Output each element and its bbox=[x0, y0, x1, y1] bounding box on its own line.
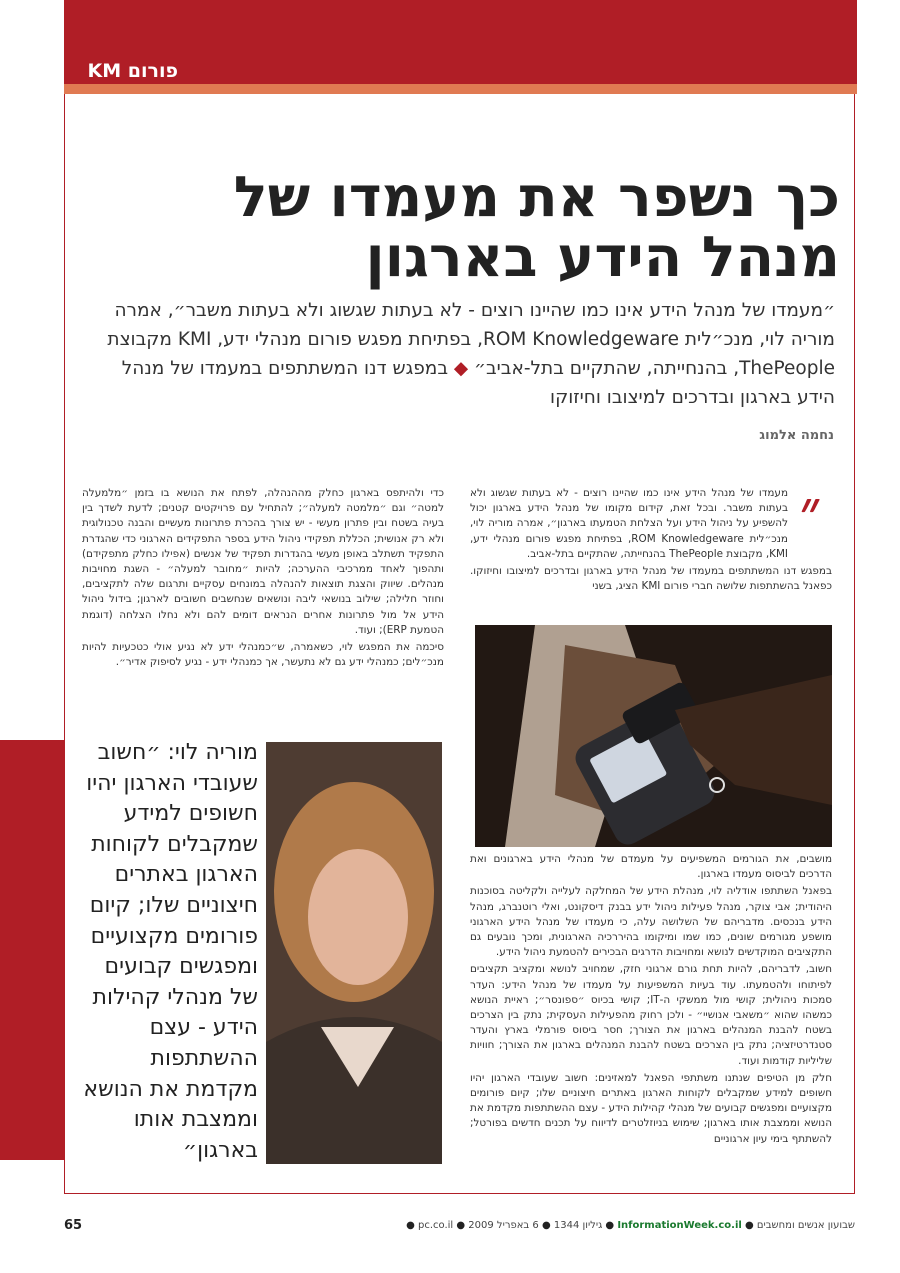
paragraph: חשוב, לדבריהם, להיות תחת גורם ארגוני חזק, שמחויב לנושא ומקציב תקציבים לפיתוחו ולהטמעתו. עוד בעיות המשפיעות על מעמדו של מנהל הידע: העדר סמכות ניהולית; קושי מול ממשקי ה-IT; קושי בכיוס ״ספונסר״; ראיית הנושא כמשהו שהוא ״משאבי אנושיי״ - ולכן רחוק מהפעילות העסקית; נתק בין הצרכים בשטח להבנת המנהלים בארגון את הצורך; חסר ביסוס פורמלי בארץ והעדר סטנדרטיזציה; נתק בין הצרכים בשטח להבנת המנהלים בארגון את הצורך; חוויות שליליות קודמות ועוד. bbox=[470, 963, 833, 1067]
photo-moria-levy bbox=[266, 742, 442, 1164]
paragraph: מושבים, את הגורמים המשפיעים על מעמדם של מנהלי הידע בארגונים ואת הדרכים לביסוס מעמדו בארגון. bbox=[470, 853, 832, 881]
footer-domain: pc.co.il bbox=[418, 1220, 454, 1231]
footer-site: InformationWeek.co.il bbox=[617, 1220, 742, 1231]
photo-hands-smartphone-illustration bbox=[475, 625, 832, 847]
bullet-icon: ● bbox=[741, 1220, 754, 1231]
article-dek bbox=[95, 296, 835, 412]
byline: נחמה אלמוג bbox=[759, 428, 834, 443]
article-column-right-bottom bbox=[470, 852, 832, 1149]
footer-publication: שבועון אנשים ומחשבים bbox=[756, 1220, 855, 1231]
bullet-icon: ● bbox=[538, 1220, 551, 1231]
bullet-icon: ● bbox=[453, 1220, 466, 1231]
paragraph: כדי ולהיתפס בארגון כחלק מההנהלה, לפתח את הנושא בו בזמן ״מלמעלה למטה״ וגם ״מלמטה למעלה״; להתחיל עם פרויקטים קטנים; לדעת לשדך בין בעיה בשטח ובין פתרון מעשי - יש צורך בהכרת פתרונות מעשיים והבנה טכנולוגית ולא רק אנושית; הכללת תפקידי ניהול הידע בספר התפקידים הארגוני כדי שהגדרת התפקיד תשתלב באופן מעשי בהגדרות תפקיד של אנשים (אפילו כחלק מתפקידם) ותהפוך לאחד ממרכיבי ההערכה; להיות ״מחובר למעלה״ - השגת מחויבות מנהלים. שיווק והצגת תוצאות להנהלה במונחים עסקיים ותרגום שלה לתקציבים, וחוזר חלילה; שילוב בנושאי ליבה ונושאים שנחשבים חשובים לארגון; בידול ניהול הידע אל מול פתרונות אחרים הנראים דומים להם ולא נחלו הצלחה (דוגמת הטמעת ERP); ועוד. bbox=[82, 487, 444, 636]
paragraph: חלק מן הטיפים שנתנו משתתפי הפאנל למאזינים: חשוב שעובדי הארגון יהיו חשופים למידע שמקבלים לקוחות הארגון באתרים חיצוניים שלו; קיום פורומים מקצועיים ומפגשים קבועים של מנהלי קהילות הידע - עצם ההשתתפות מקדמת את הנושא וממצבת אותו בארגון; שימוש בניוזלטרים לדיווח על תכנים חדשים בפורטל; להשתתף בימי עיון ארגוניים bbox=[470, 1071, 832, 1145]
dek-text-1: ״מעמדו של מנהל הידע אינו כמו שהיינו רוצים - לא בעתות שגשוג ולא בעתות משבר״, אמרה מוריה לוי, מנכ״לית ROM Knowledgeware, בפתיחת מפגש פורום מנהלי ידע, KMI מקבוצת ThePeople, בהנחייתה, שהתקיים בתל-אביב״ bbox=[107, 300, 835, 379]
side-red-block bbox=[0, 740, 64, 1160]
article-column-right-top bbox=[470, 478, 832, 596]
article-headline: כך נשפר את מעמדו של מנהל הידע בארגון bbox=[233, 165, 840, 290]
paragraph: בפאנל השתתפו אודליה לוי, מנהלת הידע של המחלקה לעלייה ולקליטה בסוכנות היהודית; אבי צוקר, מנהל פעילות ניהול ידע בבנק דיסקונט, ואלי רוטנברג, מנהל הידע בנכסים. מדבריהם של השלושה עלה, כי מעמדו של מנהל הידע הארגוני מושפע מגורמים שונים, כמו שמו ומיקומו בהיררכיה הארגונית, ומכך נובעים גם התקציבים המוקדשים לנושא ומחויבות הדרגים הבכירים להטמעת ניהול הידע. bbox=[470, 885, 832, 959]
pull-quote: מוריה לוי: ״חשוב שעובדי הארגון יהיו חשופים למידע שמקבלים לקוחות הארגון באתרים חיצוניים שלו; קיום פורומים מקצועיים ומפגשים קבועים של מנהלי קהילות הידע - עצם ההשתתפות מקדמת את הנושא וממצבת אותו בארגון״ bbox=[83, 740, 258, 1163]
article-column-left-top bbox=[82, 486, 444, 672]
section-tag: פורום KM bbox=[87, 60, 178, 82]
bullet-icon: ● bbox=[406, 1220, 415, 1231]
page-number: 65 bbox=[64, 1218, 83, 1233]
photo-hands-smartphone bbox=[475, 625, 832, 847]
paragraph: מעמדו של מנהל הידע אינו כמו שהיינו רוצים - לא בעתות שגשוג ולא בעתות משבר. ובכל זאת, קידום מקומו של מנהל הידע בארגון יכול להשפיע על ניהול הידע ועל הצלחת הטמעתו בארגון״, אמרה מוריה לוי, מנכ״לית ROM Knowledgeware, בפתיחת מפגש פורום מנהלי ידע, KMI, מקבוצת ThePeople בהנחייתה, שהתקיים בתל-אביב. bbox=[470, 487, 788, 560]
paragraph: במפגש דנו המשתתפים במעמדו של מנהל הידע בארגון ובדרכים למיצובו וחיזוקו. כפאנל בהשתתפות שלושה חברי פורום KMI הציג, בשני bbox=[470, 565, 832, 593]
footer-issue: גיליון 1344 bbox=[553, 1220, 603, 1231]
diamond-icon: ◆ bbox=[453, 358, 469, 379]
photo-moria-levy-illustration bbox=[266, 742, 442, 1164]
header-bar bbox=[64, 0, 857, 84]
header-stripe bbox=[64, 84, 857, 94]
dek-text-2: במפגש דנו המשתתפים במעמדו של מנהל הידע בארגון ובדרכים למיצובו וחיזוקו bbox=[121, 358, 835, 408]
bullet-icon: ● bbox=[602, 1220, 615, 1231]
footer-info bbox=[406, 1220, 855, 1231]
footer-date: 6 באפריל 2009 bbox=[468, 1220, 539, 1231]
page-footer bbox=[64, 1218, 855, 1238]
quote-mark-icon: ״ bbox=[800, 478, 822, 544]
paragraph: סיכמה את המפגש לוי, כשאמרה, ש״כמנהלי ידע לא נגיע אולי כטכעיות להיות מנכ״לים; כמנהלי ידע גם לא נתעשר, אך כמנהלי ידע - נגיע לסיפוק אדיר״. bbox=[82, 641, 444, 669]
